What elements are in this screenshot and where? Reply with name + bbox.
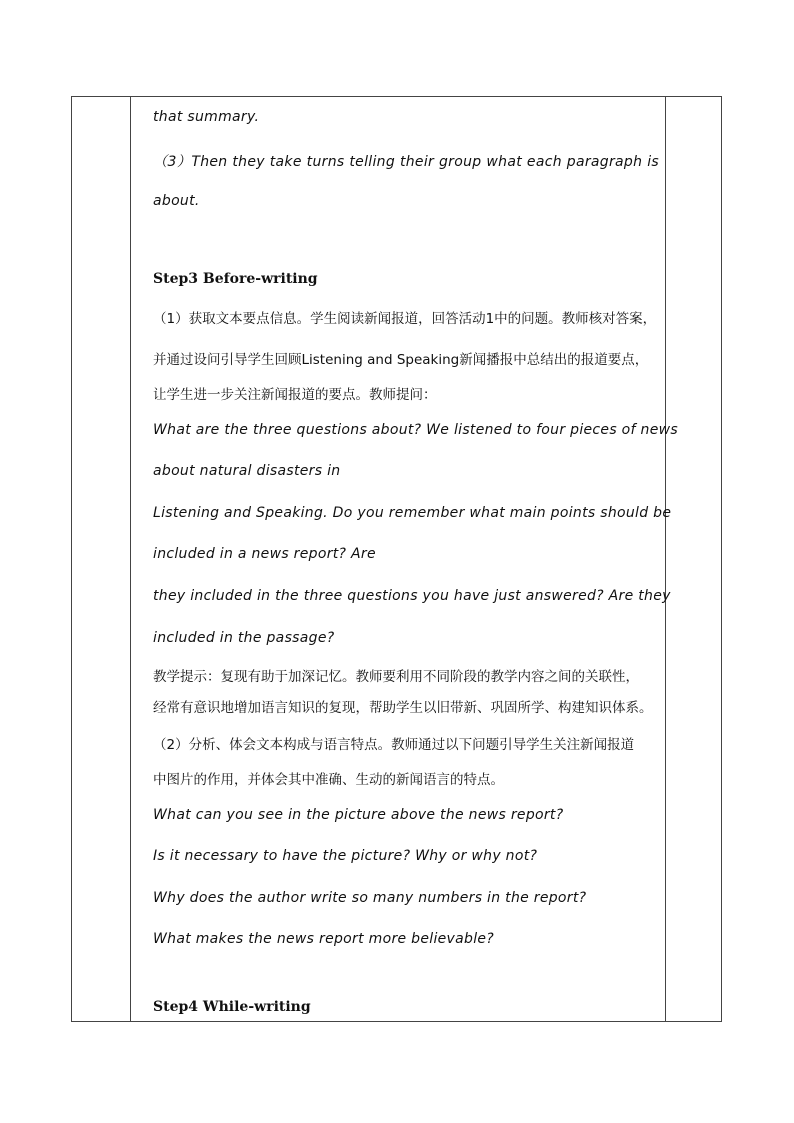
text-line: 并通过设问引导学生回顾Listening and Speaking新闻播报中总结出的报道要点， (153, 352, 649, 368)
text-line: about. (153, 193, 200, 209)
text-line: What makes the news report more believable? (153, 931, 495, 947)
text-line: they included in the three questions you have just answered? Are they (153, 588, 671, 604)
column-divider-left (130, 97, 131, 1021)
text-line: included in the passage? (153, 630, 335, 646)
lesson-plan-table (71, 96, 722, 1022)
text-line: about natural disasters in (153, 463, 341, 479)
text-line: （3）Then they take turns telling their group what each paragraph is (153, 154, 659, 170)
text-line: What can you see in the picture above the news report? (153, 807, 564, 823)
text-line: Is it necessary to have the picture? Why or why not? (153, 848, 538, 864)
text-line: What are the three questions about? We listened to four pieces of news (153, 422, 678, 438)
text-line: 让学生进一步关注新闻报道的要点。教师提问： (153, 387, 437, 403)
text-line: included in a news report? Are (153, 546, 376, 562)
step-heading: Step3 Before-writing (153, 271, 318, 287)
text-line: 教学提示：复现有助于加深记忆。教师要利用不同阶段的教学内容之间的关联性， (153, 669, 639, 685)
step-heading: Step4 While-writing (153, 999, 311, 1015)
text-line: 经常有意识地增加语言知识的复现，帮助学生以旧带新、巩固所学、构建知识体系。 (153, 700, 653, 716)
text-line: 中图片的作用，并体会其中准确、生动的新闻语言的特点。 (153, 772, 504, 788)
text-line: Why does the author write so many numbers in the report? (153, 890, 587, 906)
column-divider-right (665, 97, 666, 1021)
text-line: （1）获取文本要点信息。学生阅读新闻报道，回答活动1中的问题。教师核对答案， (153, 311, 657, 327)
text-line: Listening and Speaking. Do you remember what main points should be (153, 505, 672, 521)
text-line: （2）分析、体会文本构成与语言特点。教师通过以下问题引导学生关注新闻报道 (153, 737, 635, 753)
text-line: that summary. (153, 109, 260, 125)
